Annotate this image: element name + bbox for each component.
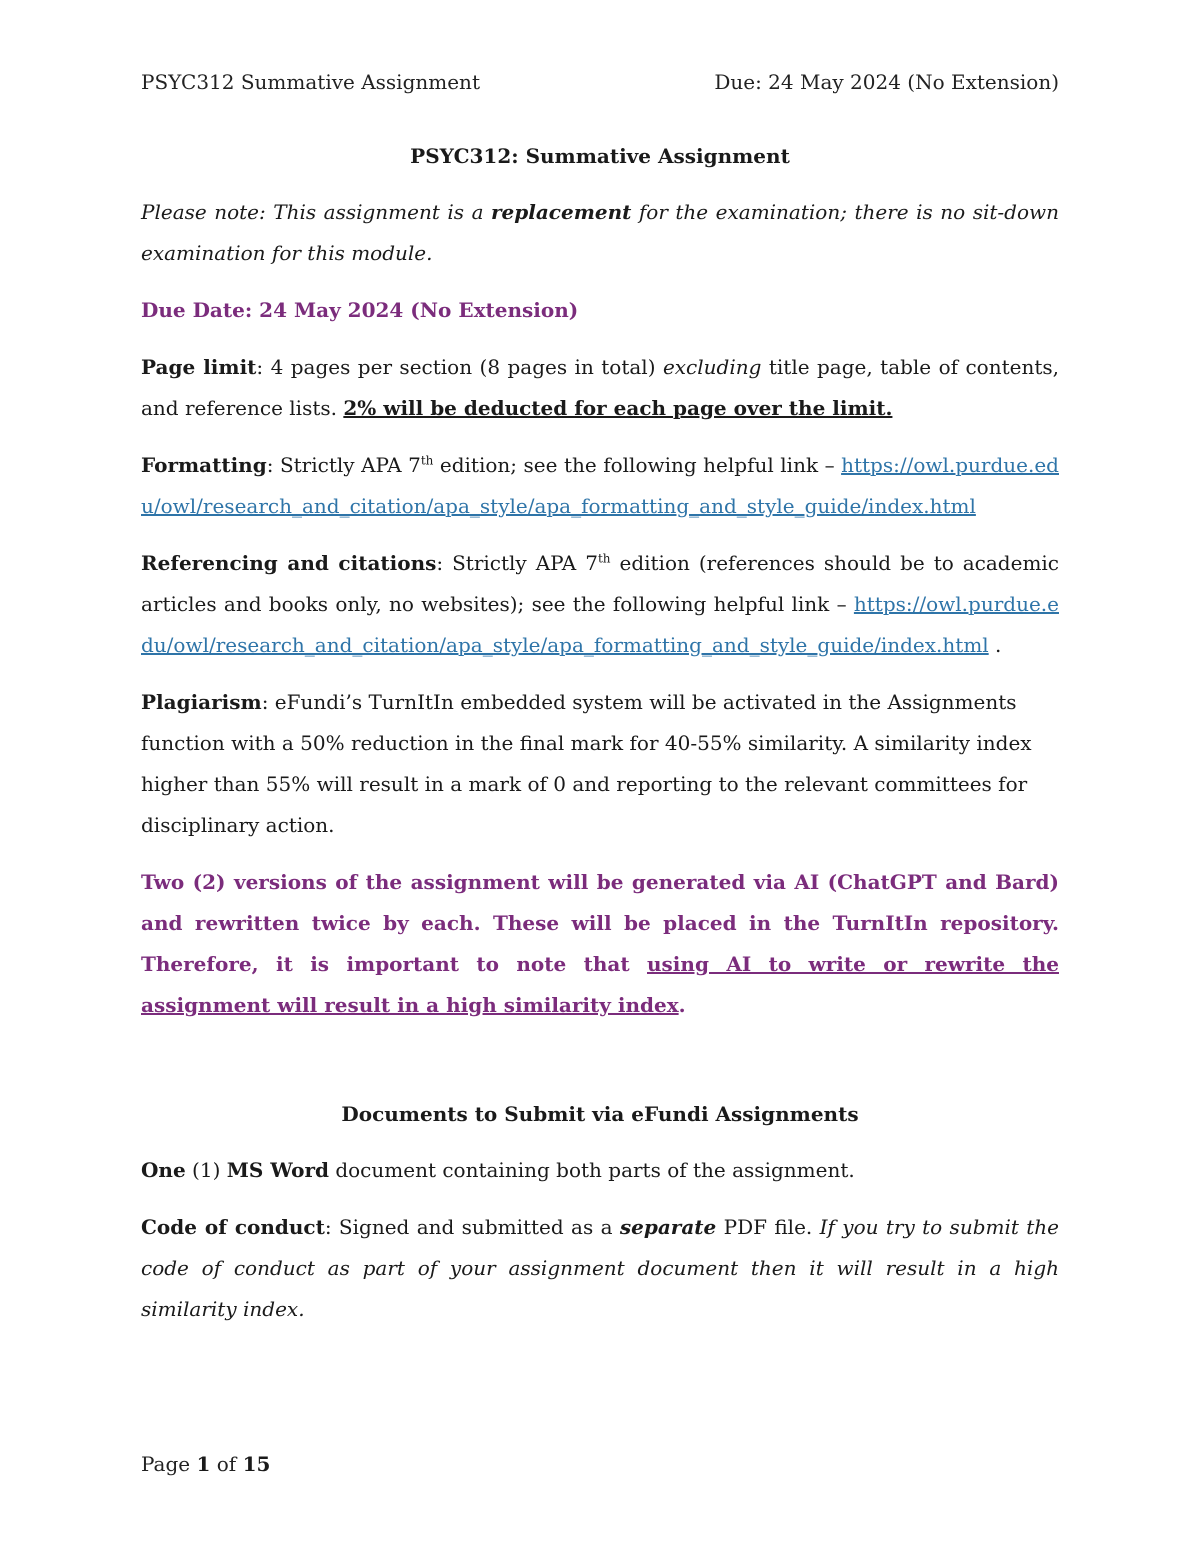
- formatting-link[interactable]: https://owl.purdue.edu/owl/research_and_citation/apa_style/apa_formatting_and_style_guide/index.html: [141, 453, 1059, 518]
- due-date-text: Due Date: 24 May 2024 (No Extension): [141, 298, 579, 322]
- note-text-a: Please note: This assignment is a: [141, 200, 491, 224]
- document-body: [141, 136, 1059, 1346]
- referencing-sup: th: [597, 551, 611, 566]
- documents-heading: Documents to Submit via eFundi Assignments: [341, 1102, 859, 1126]
- formatting-label: Formatting: [141, 453, 267, 477]
- ai-warning-text-c: .: [678, 993, 686, 1017]
- page-limit-penalty: 2% will be deducted for each page over the limit.: [343, 396, 893, 420]
- code-separate: separate: [619, 1215, 717, 1239]
- document-title: PSYC312: Summative Assignment: [410, 144, 790, 168]
- code-text-d: If you try to submit the code of conduct as part of your assignment document then it will result in a high similarity index.: [141, 1215, 1060, 1321]
- one-doc-a: One: [141, 1158, 186, 1182]
- footer-page-current: 1: [196, 1452, 211, 1476]
- plagiarism-text: : eFundi’s TurnItIn embedded system will be activated in the Assignments function with a 50% reduction in the final mark for 40-55% similarity. A similarity index higher than 55% will result in a mark of 0 and reporting to the relevant committees for disciplinary action.: [141, 690, 1032, 837]
- formatting-text-b: edition; see the following helpful link –: [433, 453, 842, 477]
- plagiarism-label: Plagiarism: [141, 690, 262, 714]
- formatting-text-a: : Strictly APA 7: [266, 453, 421, 477]
- code-text-c: PDF file.: [716, 1215, 820, 1239]
- one-doc-c: MS Word: [226, 1158, 329, 1182]
- due-date: [141, 290, 1059, 331]
- referencing-label: Referencing and citations: [141, 551, 437, 575]
- ai-warning-paragraph: [141, 862, 1059, 1026]
- page-limit-label: Page limit: [141, 355, 257, 379]
- plagiarism-paragraph: [141, 682, 1059, 846]
- ai-warning-underlined: using AI to write or rewrite the assignment will result in a high similarity index: [141, 952, 1059, 1017]
- referencing-text-c: .: [988, 633, 1002, 657]
- page-limit-text-c: title page, table of contents, and reference lists.: [141, 355, 1059, 420]
- page-limit-paragraph: [141, 347, 1059, 429]
- code-text-a: : Signed and submitted as a: [324, 1215, 620, 1239]
- formatting-sup: th: [420, 453, 434, 468]
- code-paragraph: [141, 1207, 1059, 1330]
- note-emphasis: replacement: [491, 200, 632, 224]
- one-doc-d: document containing both parts of the assignment.: [328, 1158, 855, 1182]
- footer-of: of: [210, 1452, 243, 1476]
- footer-page-label: Page: [141, 1452, 197, 1476]
- code-label: Code of conduct: [141, 1215, 325, 1239]
- page-footer: [141, 1452, 270, 1476]
- referencing-link[interactable]: https://owl.purdue.edu/owl/research_and_citation/apa_style/apa_formatting_and_style_guide/index.html: [141, 592, 1059, 657]
- note-text-c: for the examination; there is no sit-down examination for this module.: [141, 200, 1059, 265]
- page-header: [141, 70, 1059, 94]
- page-limit-text-a: : 4 pages per section (8 pages in total): [256, 355, 663, 379]
- note-paragraph: [141, 192, 1059, 274]
- one-doc-paragraph: [141, 1150, 1059, 1191]
- referencing-text-b: edition (references should be to academic articles and books only, no websites); see the following helpful link –: [141, 551, 1060, 616]
- referencing-paragraph: [141, 543, 1059, 666]
- header-right: Due: 24 May 2024 (No Extension): [714, 70, 1059, 94]
- formatting-paragraph: [141, 445, 1059, 527]
- footer-page-total: 15: [242, 1452, 271, 1476]
- header-left: PSYC312 Summative Assignment: [141, 70, 480, 94]
- ai-warning-text-a: Two (2) versions of the assignment will be generated via AI (ChatGPT and Bard) and rewritten twice by each. These will be placed in the TurnItIn repository. Therefore, it is important to note that: [141, 870, 1059, 976]
- spacer: [141, 1042, 1059, 1094]
- one-doc-b: (1): [185, 1158, 227, 1182]
- referencing-text-a: : Strictly APA 7: [436, 551, 598, 575]
- page-limit-excluding: excluding: [662, 355, 762, 379]
